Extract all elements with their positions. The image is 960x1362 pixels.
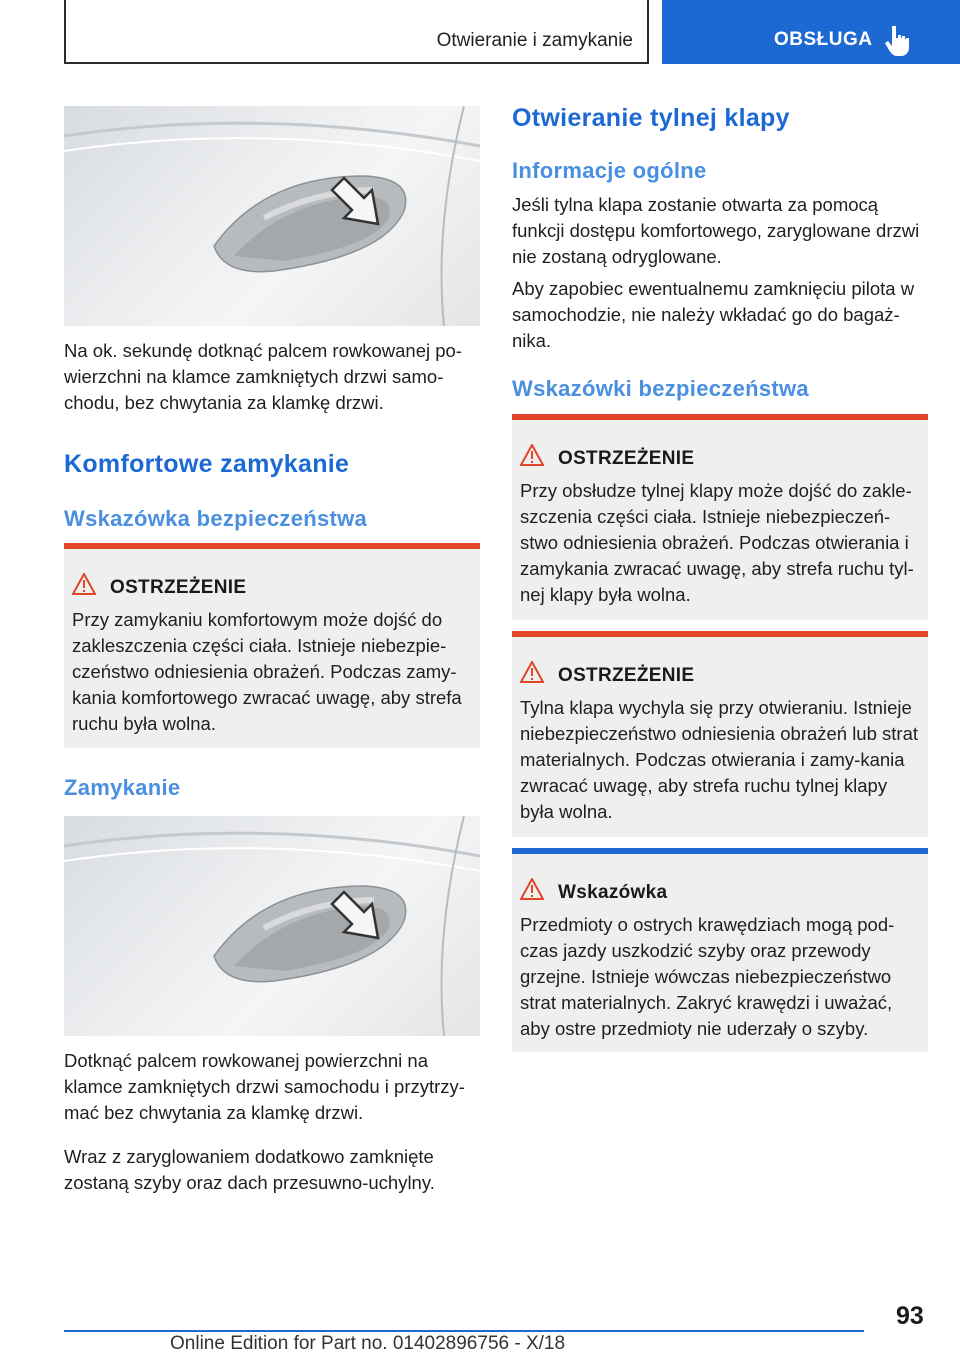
note-title: Wskazówka [558,882,668,903]
breadcrumb[interactable]: Otwieranie i zamykanie [436,30,633,51]
paragraph-windows-close: Wraz z zaryglowaniem dodatkowo zamknięte zostaną szyby oraz dach przesuwno-uchylny. [64,1146,435,1193]
heading-closing: Zamykanie [64,775,181,800]
heading-tailgate: Otwieranie tylnej klapy [512,104,790,132]
warning-box-comfort [64,543,480,748]
warning-triangle-icon [520,661,544,683]
note-box-sharp-objects [512,848,928,1052]
heading-safety-note: Wskazówka bezpieczeństwa [64,506,368,531]
hand-pointer-icon [884,24,910,56]
paragraph-tailgate-access: Jeśli tylna klapa zostanie otwarta za pomocą funkcji dostępu komfortowego, zaryglowane drzwi nie zostaną odryglowane. [512,194,920,267]
door-handle-illustration-1 [64,106,480,326]
page-number: 93 [896,1302,924,1330]
note-text: Przedmioty o ostrych krawędziach mogą pod-czas jazdy uszkodzić szyby oraz przewody grzejne. Istnieje wówczas niebezpieczeństwo strat materialnych. Zakryć krawędzi i uważać, aby ostre przedmioty nie uderzały o szyby. [520,914,895,1039]
heading-general-info: Informacje ogólne [512,158,707,183]
warning-triangle-icon [520,444,544,466]
footer-divider [64,1330,864,1332]
warning-title: OSTRZEŻENIE [558,665,695,686]
heading-safety-notes: Wskazówki bezpieczeństwa [512,376,809,401]
paragraph-touch-hold: Dotknąć palcem rowkowanej powierzchni na klamce zamkniętych drzwi samochodu i przytrzy-mać bez chwytania za klamkę drzwi. [64,1050,465,1123]
warning-box-tailgate-swing [512,631,928,837]
warning-triangle-icon [72,573,96,595]
paragraph-remote-key: Aby zapobiec ewentualnemu zamknięciu pilota w samochodzie, nie należy wkładać go do bagaż-nika. [512,278,915,351]
door-handle-illustration-2 [64,816,480,1036]
section-tab[interactable] [662,0,960,64]
warning-text: Tylna klapa wychyla się przy otwieraniu. Istnieje niebezpieczeństwo odniesienia obrażeń lub strat materialnych. Podczas otwierania i zamy-kania zwracać uwagę, aby strefa ruchu tylnej klapy była wolna. [520,697,919,822]
header-breadcrumb-tab [64,0,649,64]
warning-text: Przy obsłudze tylnej klapy może dojść do zakle-szczenia części ciała. Istnieje niebezpieczeń-stwo odniesienia obrażeń. Podczas otwierania i zamykania zwracać uwagę, aby strefa ruchu tyl-nej klapy była wolna. [520,480,914,605]
warning-box-tailgate-pinch [512,414,928,620]
note-triangle-icon [520,878,544,900]
warning-title: OSTRZEŻENIE [110,577,247,598]
paragraph-touch-handle: Na ok. sekundę dotknąć palcem rowkowanej po-wierzchni na klamce zamkniętych drzwi samo-chodu, bez chwytania za klamkę drzwi. [64,340,462,413]
heading-comfort-closing: Komfortowe zamykanie [64,450,350,478]
warning-title: OSTRZEŻENIE [558,448,695,469]
section-label: OBSŁUGA [774,29,873,50]
warning-text: Przy zamykaniu komfortowym może dojść do zakleszczenia części ciała. Istnieje niebezpie-czeństwo odniesienia obrażeń. Podczas zamy-kania komfortowego zwracać uwagę, aby strefa ruchu była wolna. [72,609,462,734]
edition-info: Online Edition for Part no. 01402896756 - X/18 [170,1333,566,1354]
